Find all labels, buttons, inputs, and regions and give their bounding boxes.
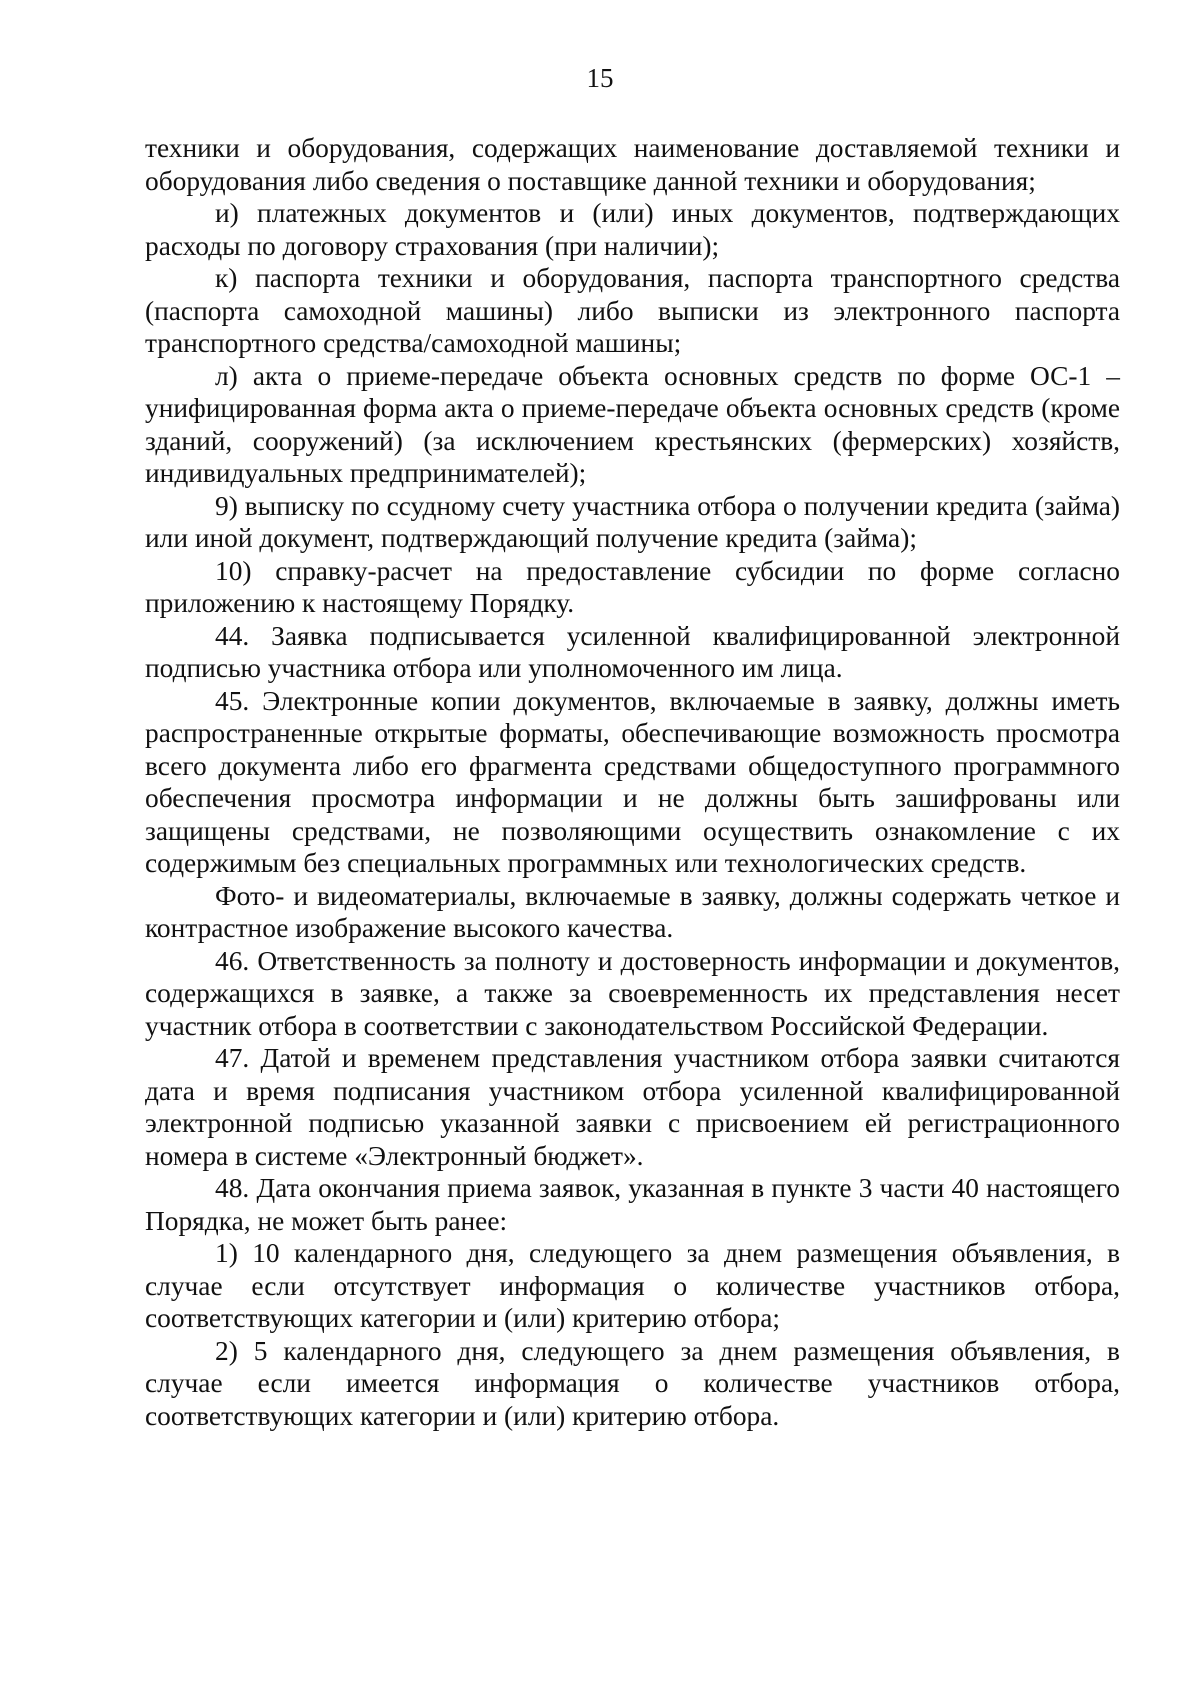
paragraph-clause-48-item-2: 2) 5 календарного дня, следующего за днем размещения объявления, в случае если имеется информация о количестве участников отбора, соответствующих категории и (или) критерию отбора. bbox=[145, 1335, 1120, 1431]
paragraph-clause-47: 47. Датой и временем представления участником отбора заявки считаются дата и время подписания участником отбора усиленной квалифицированной электронной подписью указанной заявки с присвоением ей регистрационного номера в системе «Электронный бюджет». bbox=[145, 1043, 1120, 1171]
paragraph-item-10: 10) справку-расчет на предоставление субсидии по форме согласно приложению к настоящему Порядку. bbox=[145, 555, 1120, 618]
paragraph-clause-48-item-1: 1) 10 календарного дня, следующего за днем размещения объявления, в случае если отсутствует информация о количестве участников отбора, соответствующих категории и (или) критерию отбора; bbox=[145, 1238, 1120, 1333]
paragraph-item-i: и) платежных документов и (или) иных документов, подтверждающих расходы по договору страхования (при наличии); bbox=[145, 198, 1120, 261]
paragraph-clause-45-media: Фото- и видеоматериалы, включаемые в заявку, должны содержать четкое и контрастное изображение высокого качества. bbox=[145, 880, 1120, 943]
paragraph-clause-48: 48. Дата окончания приема заявок, указанная в пункте 3 части 40 настоящего Порядка, не может быть ранее: bbox=[145, 1173, 1120, 1236]
paragraph-continuation: техники и оборудования, содержащих наименование доставляемой техники и оборудования либо сведения о поставщике данной техники и оборудования; bbox=[145, 133, 1120, 196]
page-number: 15 bbox=[586, 63, 614, 93]
paragraph-clause-44: 44. Заявка подписывается усиленной квалифицированной электронной подписью участника отбора или уполномоченного им лица. bbox=[145, 620, 1120, 683]
paragraph-item-9: 9) выписку по ссудному счету участника отбора о получении кредита (займа) или иной документ, подтверждающий получение кредита (займа); bbox=[145, 490, 1120, 553]
document-body bbox=[145, 132, 1120, 1432]
paragraph-item-l: л) акта о приеме-передаче объекта основных средств по форме ОС-1 – унифицированная форма акта о приеме-передаче объекта основных средств (кроме зданий, сооружений) (за исключением крестьянских (фермерских) хозяйств, индивидуальных предпринимателей); bbox=[145, 360, 1120, 488]
paragraph-clause-46: 46. Ответственность за полноту и достоверность информации и документов, содержащихся в заявке, а также за своевременность их представления несет участник отбора в соответствии с законодательством Российской Федерации. bbox=[145, 945, 1120, 1041]
paragraph-item-k: к) паспорта техники и оборудования, паспорта транспортного средства (паспорта самоходной машины) либо выписки из электронного паспорта транспортного средства/самоходной машины; bbox=[145, 263, 1120, 358]
paragraph-clause-45: 45. Электронные копии документов, включаемые в заявку, должны иметь распространенные открытые форматы, обеспечивающие возможность просмотра всего документа либо его фрагмента средствами общедоступного программного обеспечения просмотра информации и не должны быть зашифрованы или защищены средствами, не позволяющими осуществить ознакомление с их содержимым без специальных программных или технологических средств. bbox=[145, 685, 1120, 878]
